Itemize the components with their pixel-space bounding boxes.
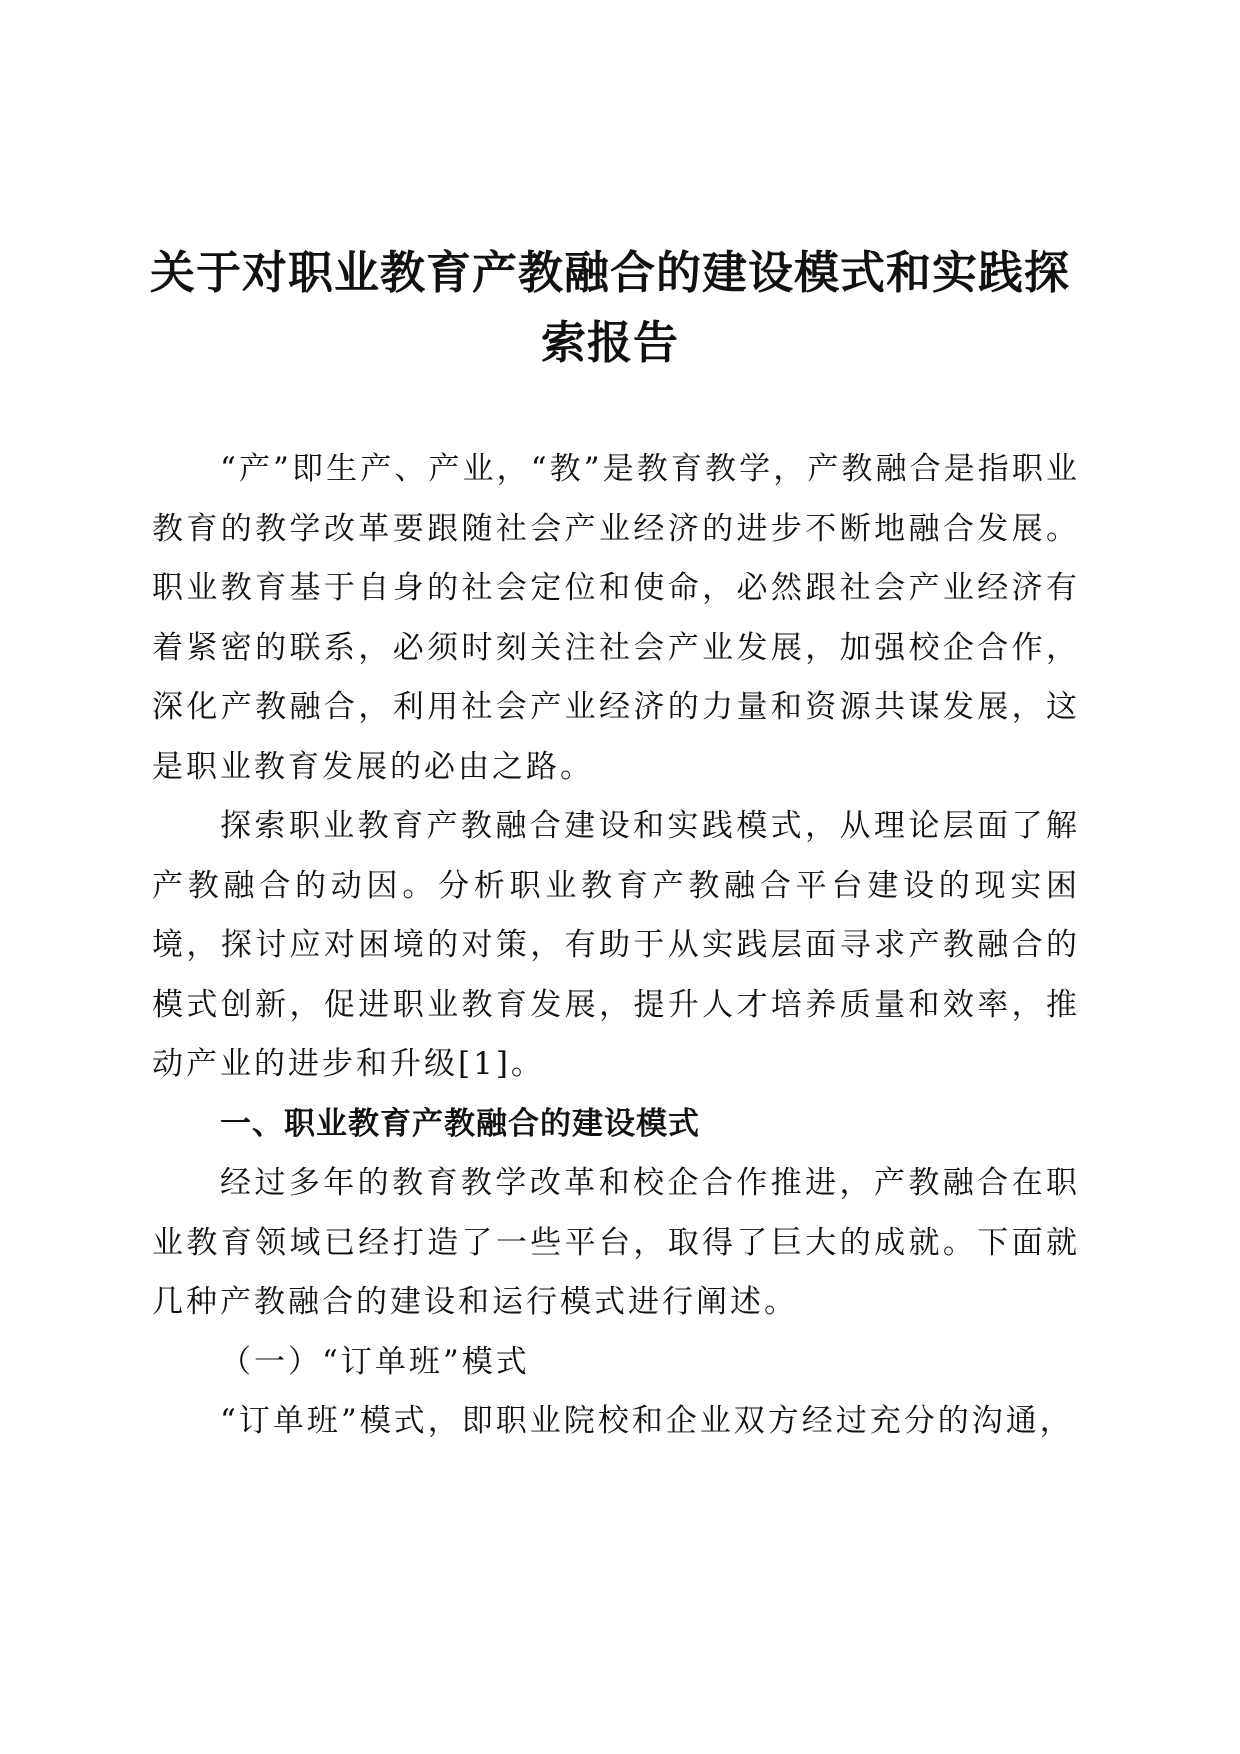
subsection-heading: （一）“订单班”模式 xyxy=(220,1343,530,1380)
document-body xyxy=(152,440,1080,1452)
paragraph-order-class: “订单班”模式，即职业院校和企业双方经过充分的沟通， xyxy=(220,1403,1074,1439)
paragraph-section-intro: 经过多年的教育教学改革和校企合作推进，产教融合在职业教育领域已经打造了一些平台，取得了巨大的成就。下面就几种产教融合的建设和运行模式进行阐述。 xyxy=(152,1165,1080,1320)
section-heading: 一、职业教育产教融合的建设模式 xyxy=(220,1105,700,1142)
paragraph-exploration: 探索职业教育产教融合建设和实践模式，从理论层面了解产教融合的动因。分析职业教育产教融合平台建设的现实困境，探讨应对困境的对策，有助于从实践层面寻求产教融合的模式创新，促进职业教育发展，提升人才培养质量和效率，推动产业的进步和升级[1]。 xyxy=(152,808,1080,1082)
document-title: 关于对职业教育产教融合的建设模式和实践探索报告 xyxy=(149,246,1070,369)
paragraph-intro: “产”即生产、产业，“教”是教育教学，产教融合是指职业教育的教学改革要跟随社会产业经济的进步不断地融合发展。职业教育基于自身的社会定位和使命，必然跟社会产业经济有着紧密的联系，必须时刻关注社会产业发展，加强校企合作，深化产教融合，利用社会产业经济的力量和资源共谋发展，这是职业教育发展的必由之路。 xyxy=(152,451,1080,785)
